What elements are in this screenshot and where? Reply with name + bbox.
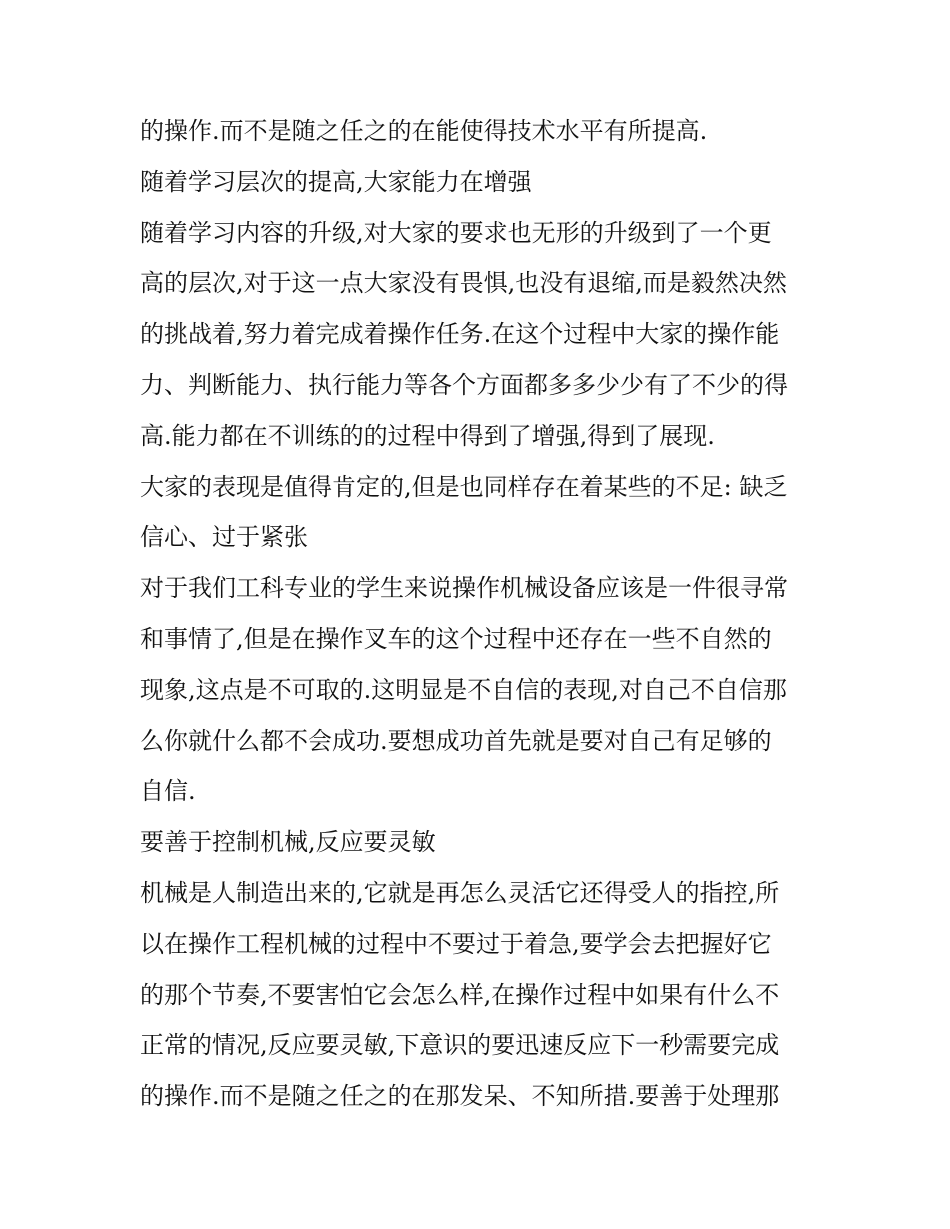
section-heading: 要善于控制机械,反应要灵敏: [140, 828, 436, 857]
text-line: 和事情了,但是在操作叉车的这个过程中还存在一些不自然的: [140, 624, 772, 653]
text-line: 么你就什么都不会成功.要想成功首先就是要对自己有足够的: [140, 726, 772, 755]
section-heading: 大家的表现是值得肯定的,但是也同样存在着某些的不足: 缺乏: [140, 472, 788, 501]
document-body: [140, 106, 820, 1122]
text-line: 现象,这点是不可取的.这明显是不自信的表现,对自己不自信那: [140, 675, 787, 704]
text-line: 机械是人制造出来的,它就是再怎么灵活它还得受人的指控,所: [140, 878, 780, 907]
text-line: 以在操作工程机械的过程中不要过于着急,要学会去把握好它: [140, 929, 772, 958]
section-heading: 信心、过于紧张: [140, 523, 308, 552]
text-line: 的挑战着,努力着完成着操作任务.在这个过程中大家的操作能: [140, 320, 780, 349]
text-line: 对于我们工科专业的学生来说操作机械设备应该是一件很寻常: [140, 574, 788, 603]
text-line: 高.能力都在不训练的的过程中得到了增强,得到了展现.: [140, 421, 715, 450]
text-line: 高的层次,对于这一点大家没有畏惧,也没有退缩,而是毅然决然: [140, 269, 787, 298]
text-line: 正常的情况,反应要灵敏,下意识的要迅速反应下一秒需要完成: [140, 1031, 780, 1060]
text-line: 力、判断能力、执行能力等各个方面都多多少少有了不少的得: [140, 370, 788, 399]
section-heading: 随着学习层次的提高,大家能力在增强: [140, 167, 532, 196]
text-line: 自信.: [140, 777, 196, 806]
text-line: 的那个节奏,不要害怕它会怎么样,在操作过程中如果有什么不: [140, 980, 780, 1009]
text-line: 随着学习内容的升级,对大家的要求也无形的升级到了一个更: [140, 218, 772, 247]
text-line: 的操作.而不是随之任之的在能使得技术水平有所提高.: [140, 117, 708, 145]
text-line: 的操作.而不是随之任之的在那发呆、不知所措.要善于处理那: [140, 1082, 780, 1111]
